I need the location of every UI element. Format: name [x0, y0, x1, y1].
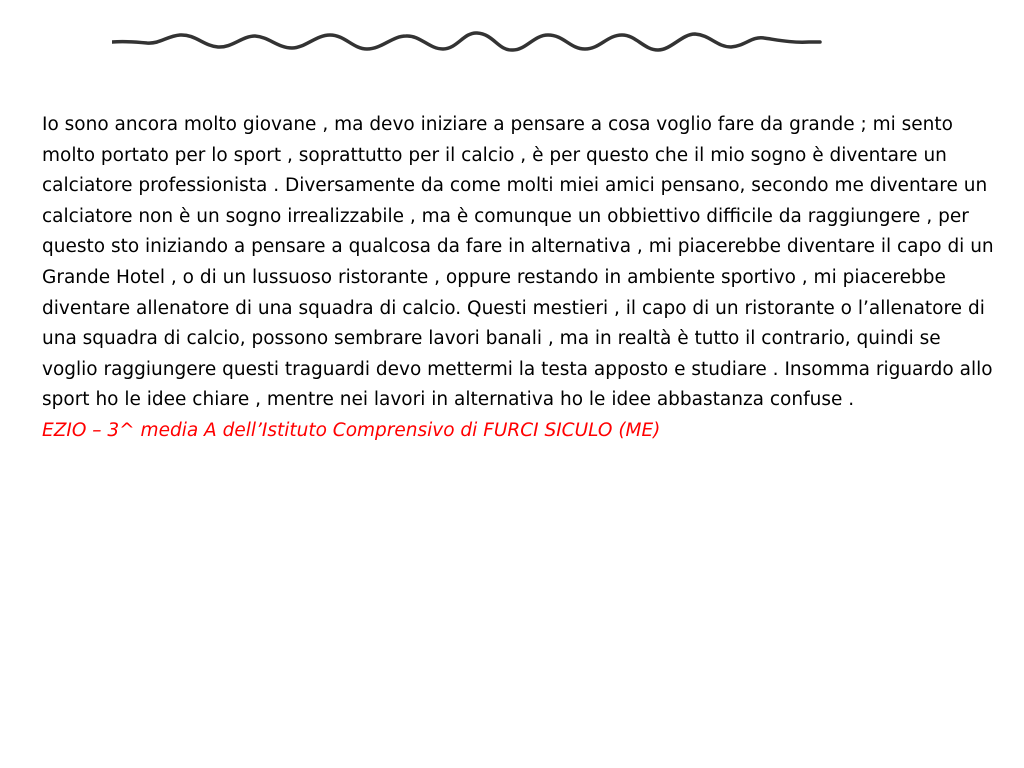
author-signature: EZIO – 3^ media A dell’Istituto Comprensivo di FURCI SICULO (ME) — [42, 419, 661, 441]
essay-paragraph: Io sono ancora molto giovane , ma devo iniziare a pensare a cosa voglio fare da grande ; mi sento molto portato per lo sport , soprattutto per il calcio , è per questo che il mio sogno è diventare un calciatore professionista . Diversamente da come molti miei amici pensano, secondo me diventare un calciatore non è un sogno irrealizzabile , ma è comunque un obbiettivo difficile da raggiungere , per questo sto iniziando a pensare a qualcosa da fare in alternativa , mi piacerebbe diventare il capo di un Grande Hotel , o di un lussuoso ristorante , oppure restando in ambiente sportivo , mi piacerebbe diventare allenatore di una squadra di calcio. Questi mestieri , il capo di un ristorante o l’allenatore di una squadra di calcio, possono sembrare lavori banali , ma in realtà è tutto il contrario, quindi se voglio raggiungere questi traguardi devo mettermi la testa apposto e studiare . Insomma riguardo allo sport ho le idee chiare , mentre nei lavori in alternativa ho le idee abbastanza confuse . — [42, 114, 994, 411]
essay-text — [42, 110, 1002, 447]
wavy-line-icon — [112, 22, 822, 64]
